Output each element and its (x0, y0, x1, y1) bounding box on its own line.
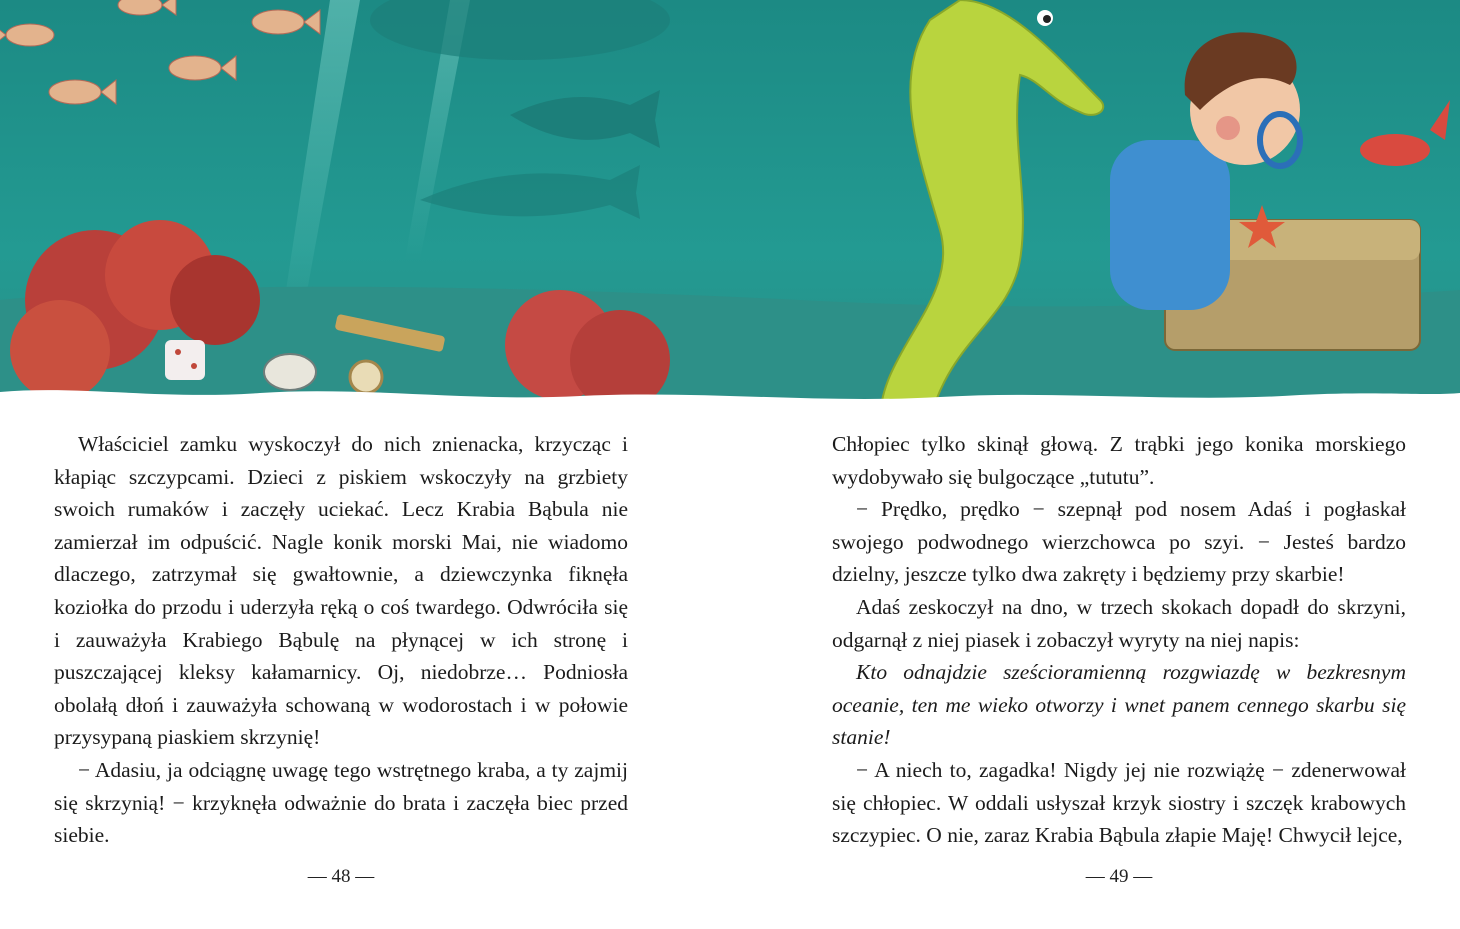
chest-inscription: Kto odnajdzie sześcioramienną rozgwiazdę w bezkresnym oceanie, ten me wieko otworzy i wnet panem cennego skarbu się stanie! (832, 660, 1406, 750)
paragraph: − Adasiu, ja odciągnę uwagę tego wstrętnego kraba, a ty zajmij się skrzynią! − krzyknęła odważnie do brata i zaczęła biec przed siebie. (54, 757, 628, 848)
left-page-text (54, 428, 628, 852)
page-number-left: — 48 — (307, 866, 375, 887)
paragraph: − A niech to, zagadka! Nigdy jej nie rozwiążę − zdenerwował się chłopiec. W oddali usłyszał krzyk siostry i szczęk krabowych szczypiec. O nie, zaraz Krabia Bąbula złapie Maję! Chwycił lejce, (832, 757, 1406, 848)
paragraph: Chłopiec tylko skinął głową. Z trąbki jego konika morskiego wydobywało się bulgoczące „tututu”. (832, 432, 1406, 489)
right-page-text (832, 428, 1406, 852)
paragraph: Adaś zeskoczył na dno, w trzech skokach dopadł do skrzyni, odgarnął z niej piasek i zobaczył wyryty na niej napis: (832, 594, 1406, 652)
paragraph: Właściciel zamku wyskoczył do nich znienacka, krzycząc i kłapiąc szczypcami. Dzieci z piskiem wskoczyły na grzbiety swoich rumaków i zaczęły uciekać. Lecz Krabia Bąbula nie zamierzał im odpuścić. Nagle konik morski Mai, nie wiadomo dlaczego, zatrzymał się gwałtownie, a dziewczynka fiknęła koziołka do przodu i uderzyła ręką o coś twardego. Odwróciła się i zauważyła Krabiego Bąbulę na płynącej w ich stronę i puszczającej kleksy kałamarnicy. Oj, niedobrze… Podniosła obolałą dłoń i zauważyła schowaną w wodorostach i w połowie przysypaną piaskiem skrzynię! (54, 432, 628, 750)
teacup-icon (165, 340, 205, 380)
shell-icon (264, 354, 316, 390)
underwater-illustration (0, 0, 1460, 420)
paragraph: − Prędko, prędko − szepnął pod nosem Adaś i pogłaskał swojego podwodnego wierzchowca po szyi. − Jesteś bardzo dzielny, jeszcze tylko dwa zakręty i będziemy przy skarbie! (832, 497, 1406, 587)
page-number-right: — 49 — (1085, 866, 1153, 887)
compass-icon (350, 361, 382, 393)
